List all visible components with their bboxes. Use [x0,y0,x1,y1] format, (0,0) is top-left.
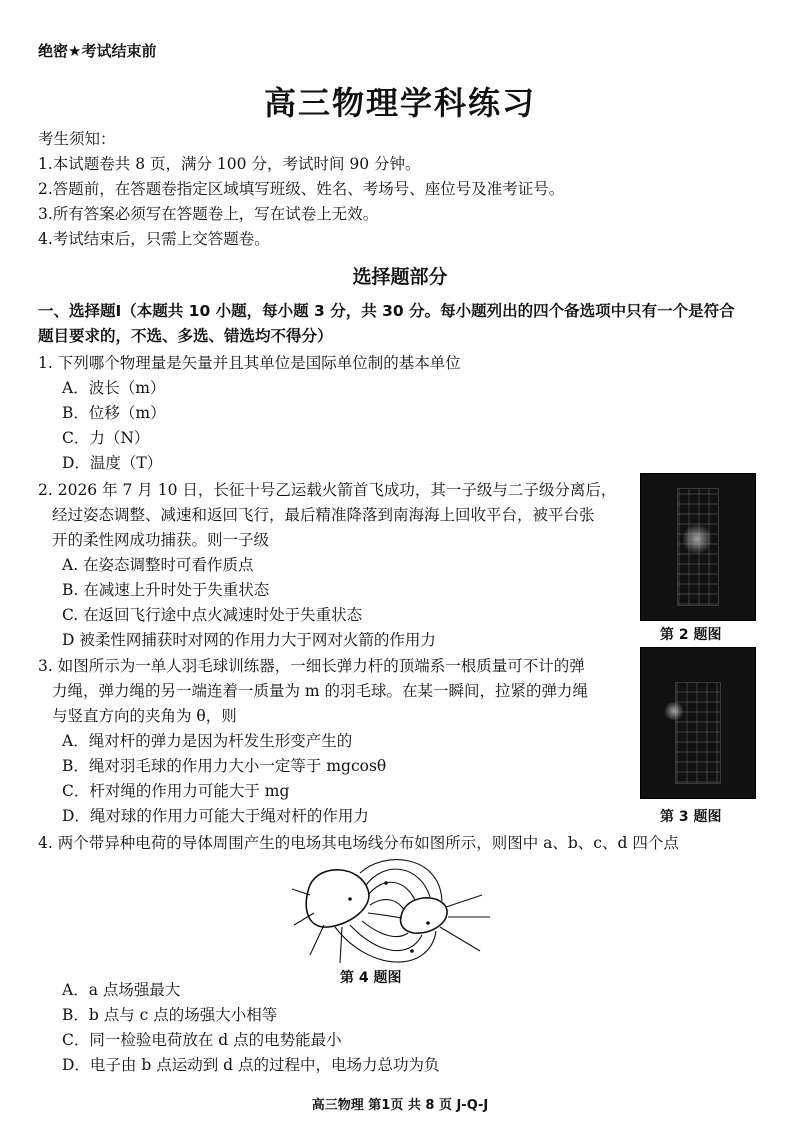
question-4-figure-caption: 第 4 题图 [340,970,402,986]
notice-item: 4.考试结束后，只需上交答题卷。 [38,230,270,248]
question-4-option-b: B．b 点与 c 点的场强大小相等 [62,1006,278,1024]
question-2-photo [640,473,756,621]
section-instructions: 一、选择题Ⅰ（本题共 10 小题，每小题 3 分，共 30 分。每小题列出的四个备选项中只有一个是符合 [38,302,735,320]
question-2-stem: 开的柔性网成功捕获。则一子级 [52,531,270,549]
question-4-option-a: A．a 点场强最大 [62,981,181,999]
question-3-stem: 3. 如图所示为一单人羽毛球训练器，一细长弹力杆的顶端系一根质量可不计的弹 [38,657,585,675]
question-3-stem: 与竖直方向的夹角为 θ，则 [52,707,237,725]
notice-item: 1.本试题卷共 8 页，满分 100 分，考试时间 90 分钟。 [38,155,421,173]
confidential-label: 绝密★考试结束前 [38,42,157,60]
question-1-stem: 1. 下列哪个物理量是矢量并且其单位是国际单位制的基本单位 [38,354,461,372]
question-4-stem: 4. 两个带异种电荷的导体周围产生的电场其电场线分布如图所示，则图中 a、b、c、d 四个点 [38,834,679,852]
question-3-option-a: A．绳对杆的弹力是因为杆发生形变产生的 [62,732,353,750]
section-title: 选择题部分 [352,266,448,288]
question-2-figure-caption: 第 2 题图 [660,627,722,643]
notice-item: 3.所有答案必须写在答题卷上，写在试卷上无效。 [38,205,379,223]
question-3-stem: 力绳，弹力绳的另一端连着一质量为 m 的羽毛球。在某一瞬间，拉紧的弹力绳 [52,682,589,700]
question-3-option-d: D．绳对球的作用力可能大于绳对杆的作用力 [62,807,369,825]
question-1-option-b: B．位移（m） [62,404,166,422]
question-4-option-c: C．同一检验电荷放在 d 点的电势能最小 [62,1031,342,1049]
question-2-option-c: C. 在返回飞行途中点火减速时处于失重状态 [62,606,363,624]
question-4-option-d: D．电子由 b 点运动到 d 点的过程中，电场力总功为负 [62,1056,440,1074]
question-2-option-a: A. 在姿态调整时可看作质点 [62,556,254,574]
page-title: 高三物理学科练习 [263,84,536,122]
notice-heading: 考生须知： [38,130,116,148]
notice-item: 2.答题前，在答题卷指定区域填写班级、姓名、考场号、座位号及准考证号。 [38,180,565,198]
electric-field-diagram [290,855,510,970]
question-3-figure-caption: 第 3 题图 [660,809,722,825]
page-footer: 高三物理 第1页 共 8 页 J-Q-J [311,1098,489,1113]
question-1-option-d: D．温度（T） [62,454,163,472]
question-3-option-b: B．绳对羽毛球的作用力大小一定等于 mgcosθ [62,757,387,775]
question-3-photo [640,647,756,799]
question-2-option-b: B. 在减速上升时处于失重状态 [62,581,270,599]
question-2-option-d: D 被柔性网捕获时对网的作用力大于网对火箭的作用力 [62,631,436,649]
question-3-option-c: C．杆对绳的作用力可能大于 mg [62,782,290,800]
section-instructions: 题目要求的，不选、多选、错选均不得分） [38,327,333,345]
question-1-option-a: A．波长（m） [62,379,166,397]
question-2-stem: 经过姿态调整、减速和返回飞行，最后精准降落到南海海上回收平台，被平台张 [52,506,595,524]
question-1-option-c: C．力（N） [62,429,150,447]
question-2-stem: 2. 2026 年 7 月 10 日，长征十号乙运载火箭首飞成功，其一子级与二子级分离后， [38,481,617,499]
